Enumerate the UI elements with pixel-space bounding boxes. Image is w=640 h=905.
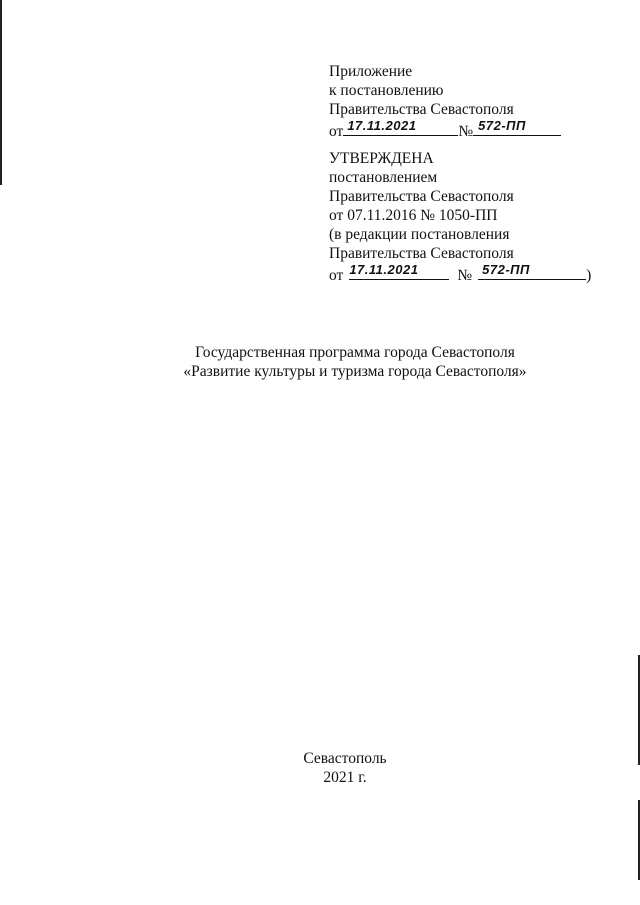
footer-year: 2021 г. [323, 769, 367, 786]
approved-heading: УТВЕРЖДЕНА [329, 150, 434, 167]
approved-number-handwritten: 572-ПП [482, 262, 530, 277]
approved-block [329, 149, 591, 282]
approved-number-prefix: № [457, 267, 473, 284]
appendix-date-prefix: от [329, 123, 344, 140]
approved-line-3: Правительства Севастополя [329, 188, 514, 205]
appendix-line-3: Правительства Севастополя [329, 101, 514, 118]
program-title-line-1: Государственная программа города Севастополя [195, 344, 515, 361]
approved-date-field [349, 263, 449, 280]
document-footer [0, 749, 640, 787]
footer-city: Севастополь [303, 750, 387, 767]
appendix-date-field [343, 119, 458, 136]
approved-number-field [478, 263, 586, 280]
appendix-number-prefix: № [458, 123, 474, 140]
program-title-line-2: «Развитие культуры и туризма города Севастополя» [183, 363, 527, 380]
approved-line-4: от 07.11.2016 № 1050-ПП [329, 207, 498, 224]
appendix-line-2: к постановлению [329, 82, 444, 99]
appendix-date-line [329, 119, 561, 138]
approved-line-6: Правительства Севастополя [329, 245, 514, 262]
appendix-line-1: Приложение [329, 63, 413, 80]
scan-edge-left [0, 0, 2, 185]
appendix-number-handwritten: 572-ПП [478, 118, 526, 133]
appendix-number-field [473, 119, 561, 136]
approved-closing-paren: ) [586, 267, 592, 284]
approved-line-5: (в редакции постановления [329, 226, 510, 243]
approved-date-line [329, 263, 591, 282]
approved-date-prefix: от [329, 267, 344, 284]
approved-date-handwritten: 17.11.2021 [349, 262, 419, 277]
program-title [0, 343, 640, 381]
appendix-block [329, 62, 561, 138]
approved-line-2: постановлением [329, 169, 438, 186]
appendix-date-handwritten: 17.11.2021 [347, 118, 417, 133]
